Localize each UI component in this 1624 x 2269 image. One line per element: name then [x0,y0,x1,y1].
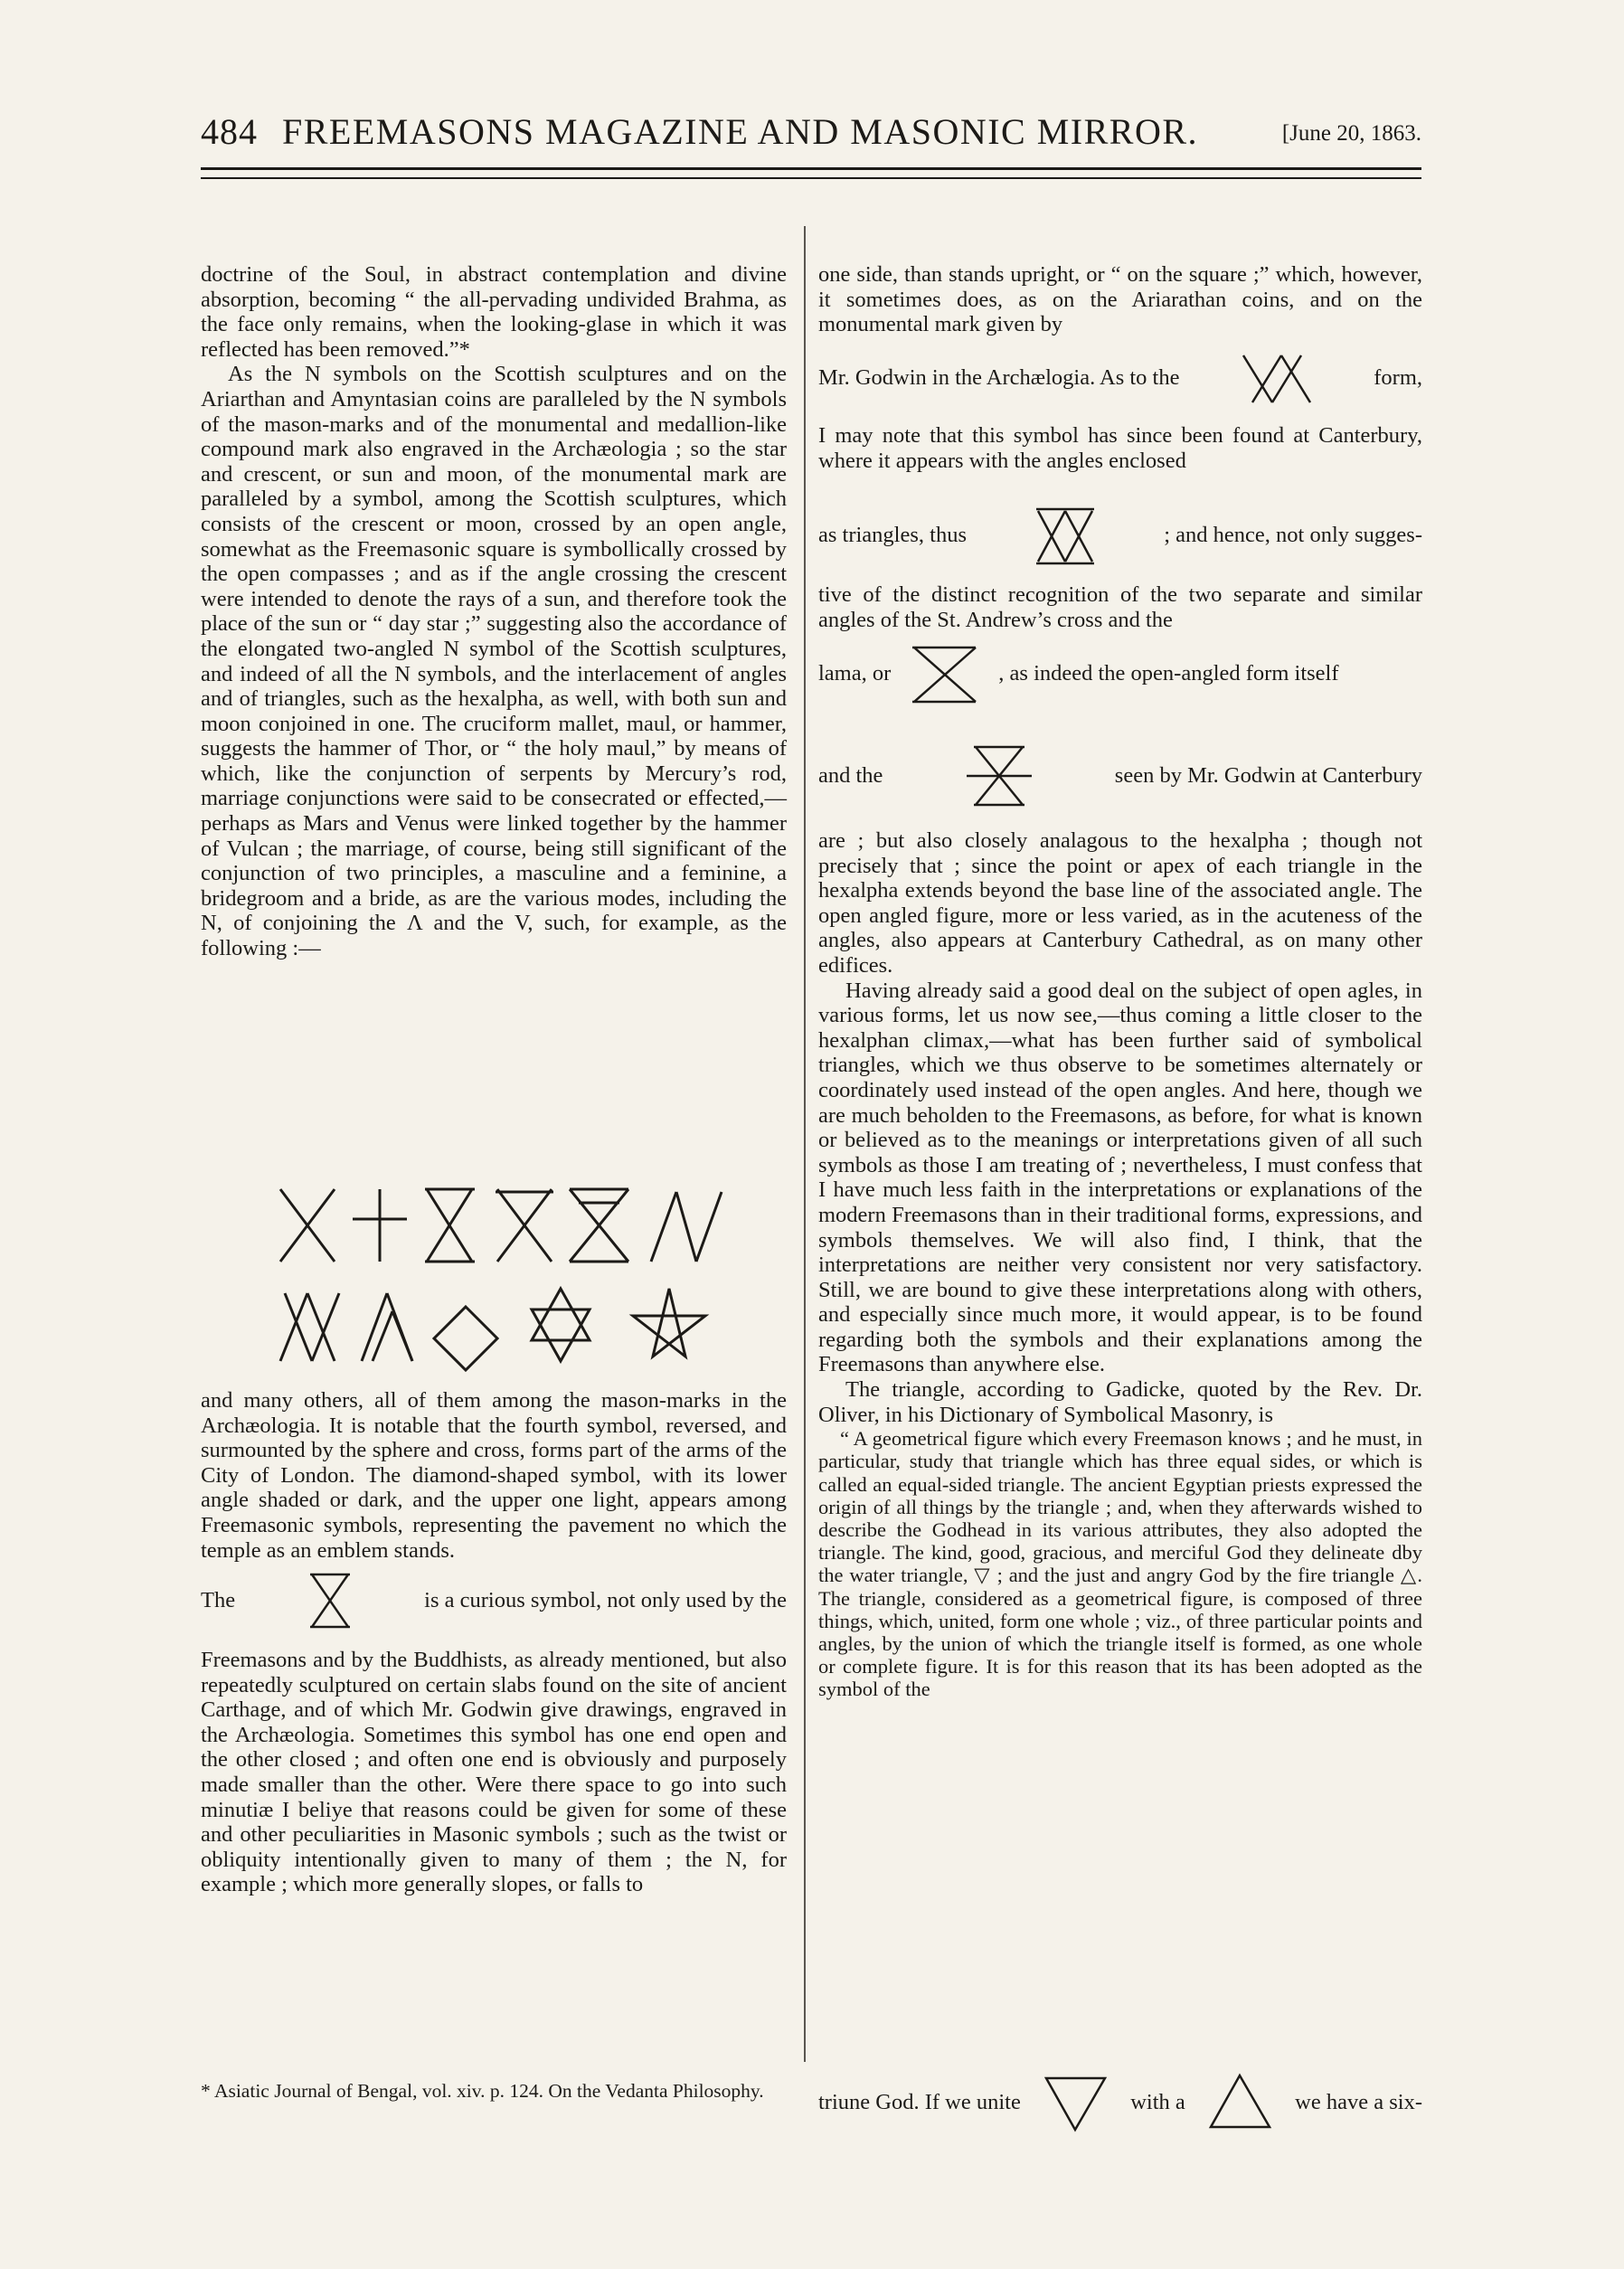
header-rule-thin [201,177,1421,179]
inline-symbol-line [818,737,1422,814]
inline-text: Mr. Godwin in the Archælogia. As to the [818,365,1180,390]
header-rule-thick [201,167,1421,170]
inline-symbol-line [818,638,1422,710]
hexagram-icon [532,1289,590,1361]
page-number: 484 [201,111,258,152]
left-column-part1 [201,262,787,961]
hourglass-icon [303,1569,357,1632]
x-cross-icon [280,1189,335,1262]
crossed-hourglass-icon [963,740,1035,812]
page-header [201,110,1421,165]
n-symbol-icon [651,1192,722,1262]
footnote: * Asiatic Journal of Bengal, vol. xiv. p. 124. On the Vedanta Philosophy. [201,2080,764,2102]
inline-text: seen by Mr. Godwin at Canterbury [1114,762,1422,788]
paragraph: The triangle, according to Gadicke, quoted by the Rev. Dr. Oliver, in his Dictionary of Symbolical Masonry, is [818,1377,1422,1427]
inline-symbol-line [818,499,1422,572]
inline-text: The [201,1588,236,1612]
inline-text: ; and hence, not only sugges- [1164,523,1422,547]
hourglass-open-icon [425,1189,475,1262]
paragraph: and many others, all of them among the mason-marks in the Archæologia. It is notable that the fourth symbol, reversed, and surmounted by the sphere and cross, forms part of the arms of the City of London. The diamond-shaped symbol, with its lower angle shaded or dark, and the upper one light, appears among Freemasonic symbols, representing the pavement no which the temple as an emblem stands. [201,1388,787,1563]
mason-marks-row-1 [271,1176,741,1275]
inline-text: , as indeed the open-angled form itself [998,661,1339,685]
right-column-part3 [818,582,1422,632]
column-divider [804,226,806,2062]
fire-triangle-icon [1206,2071,1274,2134]
inline-text: and the [818,762,883,788]
quotation: “ A geometrical figure which every Freemason knows ; and he must, in particular, study that triangle which has three equal sides, or which is called an equal-sided triangle. The ancient Egyptian priests expressed the origin of all things by the triangle ; and, when they afterwards wished to describe the Godhead in its various attributes, they also adopted the triangle. The kind, good, gracious, and merciful God they delineate dby the water triangle, ▽ ; and the just and angry God by the fire triangle △. The triangle, considered as a geometrical figure, is composed of three things, which, united, form one whole ; viz., of three particular points and angles, by the union of which the triangle itself is formed, as one whole or complete figure. It is for this reason that its has been adopted as the symbol of the [818,1427,1422,1701]
hourglass-closed-icon [570,1189,628,1262]
lama-symbol-icon [903,640,989,708]
double-lambda-icon [362,1293,412,1361]
paragraph: As the N symbols on the Scottish sculptures and on the Ariarthan and Amyntasian coins are paralleled by the N symbols of the mason-marks and of the monumental and medallion-like compound mark also engraved in the Archæologia ; so the star and crescent, or sun and moon, of the monumental mark are paralleled by a symbol, among the Scottish sculptures, which consists of the crescent or moon, crossed by an open angle, somewhat as the Freemasonic square is symbollically crossed by the open compasses ; and as if the angle crossing the crescent were intended to denote the rays of a sun, and therefore took the place of the sun or “ day star ;” suggesting also the accordance of the elongated two-angled N symbol of the Scottish sculptures, and indeed of all the N symbols, and the interlacement of angles and of triangles, such as the hexalpha, as well, with both sun and moon conjoined in one. The cruciform mallet, maul, or hammer, suggests the hammer of Thor, or “ the holy maul,” by means of which, like the conjunction of serpents by Mercury’s rod, marriage conjunctions were said to be consecrated or effected,—perhaps as Mars and Venus were linked together by the hammer of Vulcan ; the marriage, of course, being still significant of the conjunction of two principles, a masculine and a feminine, a bridegroom and a bride, as are the various modes, including the N, of conjoining the Λ and the V, such, for example, as the following :— [201,362,787,961]
magazine-title: FREEMASONS MAGAZINE AND MASONIC MIRROR. [282,111,1199,152]
double-angle-icon [1236,346,1317,410]
paragraph: doctrine of the Soul, in abstract contemplation and divine absorption, becoming “ the all-pervading undivided Brahma, as the face only remains, when the looking-glase in which it was reflected has been removed.”* [201,262,787,362]
double-angle-icon [280,1293,339,1361]
left-column-part2 [201,1388,787,1563]
saltire-bar-icon [496,1189,553,1262]
issue-date: [June 20, 1863. [1281,121,1421,146]
paragraph: I may note that this symbol has since been found at Canterbury, where it appears with the angles enclosed [818,423,1422,473]
mason-marks-row-2 [271,1275,741,1375]
inline-text: with a [1130,2090,1185,2114]
paragraph: are ; but also closely analagous to the hexalpha ; though not precisely that ; since the point or apex of each triangle in the hexalpha extends beyond the base line of the associated angle. The open angled figure, more or less varied, as in the acuteness of the angles, also appears at Canterbury Cathedral, as on many other edifices. [818,828,1422,978]
enclosed-angles-icon [1029,502,1101,570]
inline-text: lama, or [818,661,892,685]
inline-symbol-line [818,2066,1422,2139]
right-column-part2 [818,423,1422,473]
inline-text: is a curious symbol, not only used by the [424,1588,787,1612]
inline-symbol-line [818,342,1422,414]
paragraph: Freemasons and by the Buddhists, as already mentioned, but also repeatedly sculptured on certain slabs found on the site of ancient Carthage, and of which Mr. Godwin give drawings, engraved in the Archæologia. Sometimes this symbol has one end open and the other closed ; and often one end is obviously and purposely made smaller than the other. Were there space to go into such minutiæ I beliye that reasons could be given for some of these and other peculiarities in Masonic symbols ; such as the twist or obliquity intentionally given to many of them ; the N, for example ; which more generally slopes, or falls to [201,1648,787,1897]
inline-text: as triangles, thus [818,523,967,547]
mallet-cross-icon [353,1189,407,1262]
diamond-icon [434,1307,497,1370]
water-triangle-icon [1042,2071,1109,2134]
inline-text: triune God. If we unite [818,2090,1021,2114]
inline-symbol-line [201,1569,787,1632]
paragraph: Having already said a good deal on the subject of open agles, in various forms, let us now see,—thus coming a little closer to the hexalphan climax,—what has been further said of symbolical triangles, which we thus observe to be sometimes alternately or coordinately used instead of the open angles. And here, though we are much beholden to the Freemasons, as before, for what is known or believed as to the meanings or interpretations given of all such symbols as those I am treating of ; nevertheless, I must confess that I have much less faith in the interpretations or explanations of the modern Freemasons than in their traditional forms, expressions, and symbols themselves. We will also find, I think, that the interpretations are neither very consistent nor very satisfactory. Still, we are bound to give these interpretations along with others, and especially since much more, it would appear, is to be found regarding both the symbols and their explanations among the Freemasons than anywhere else. [818,978,1422,1377]
paragraph: one side, than stands upright, or “ on the square ;” which, however, it sometimes does, as on the Ariarathan coins, and on the monumental mark given by [818,262,1422,337]
paragraph: tive of the distinct recognition of the two separate and similar angles of the St. Andrew’s cross and the [818,582,1422,632]
inline-text: form, [1374,365,1422,390]
inline-text: we have a six- [1295,2090,1422,2114]
right-column-part4 [818,828,1422,1701]
pentagram-icon [633,1289,705,1357]
right-column-part1 [818,262,1422,337]
left-column-part3 [201,1648,787,1897]
